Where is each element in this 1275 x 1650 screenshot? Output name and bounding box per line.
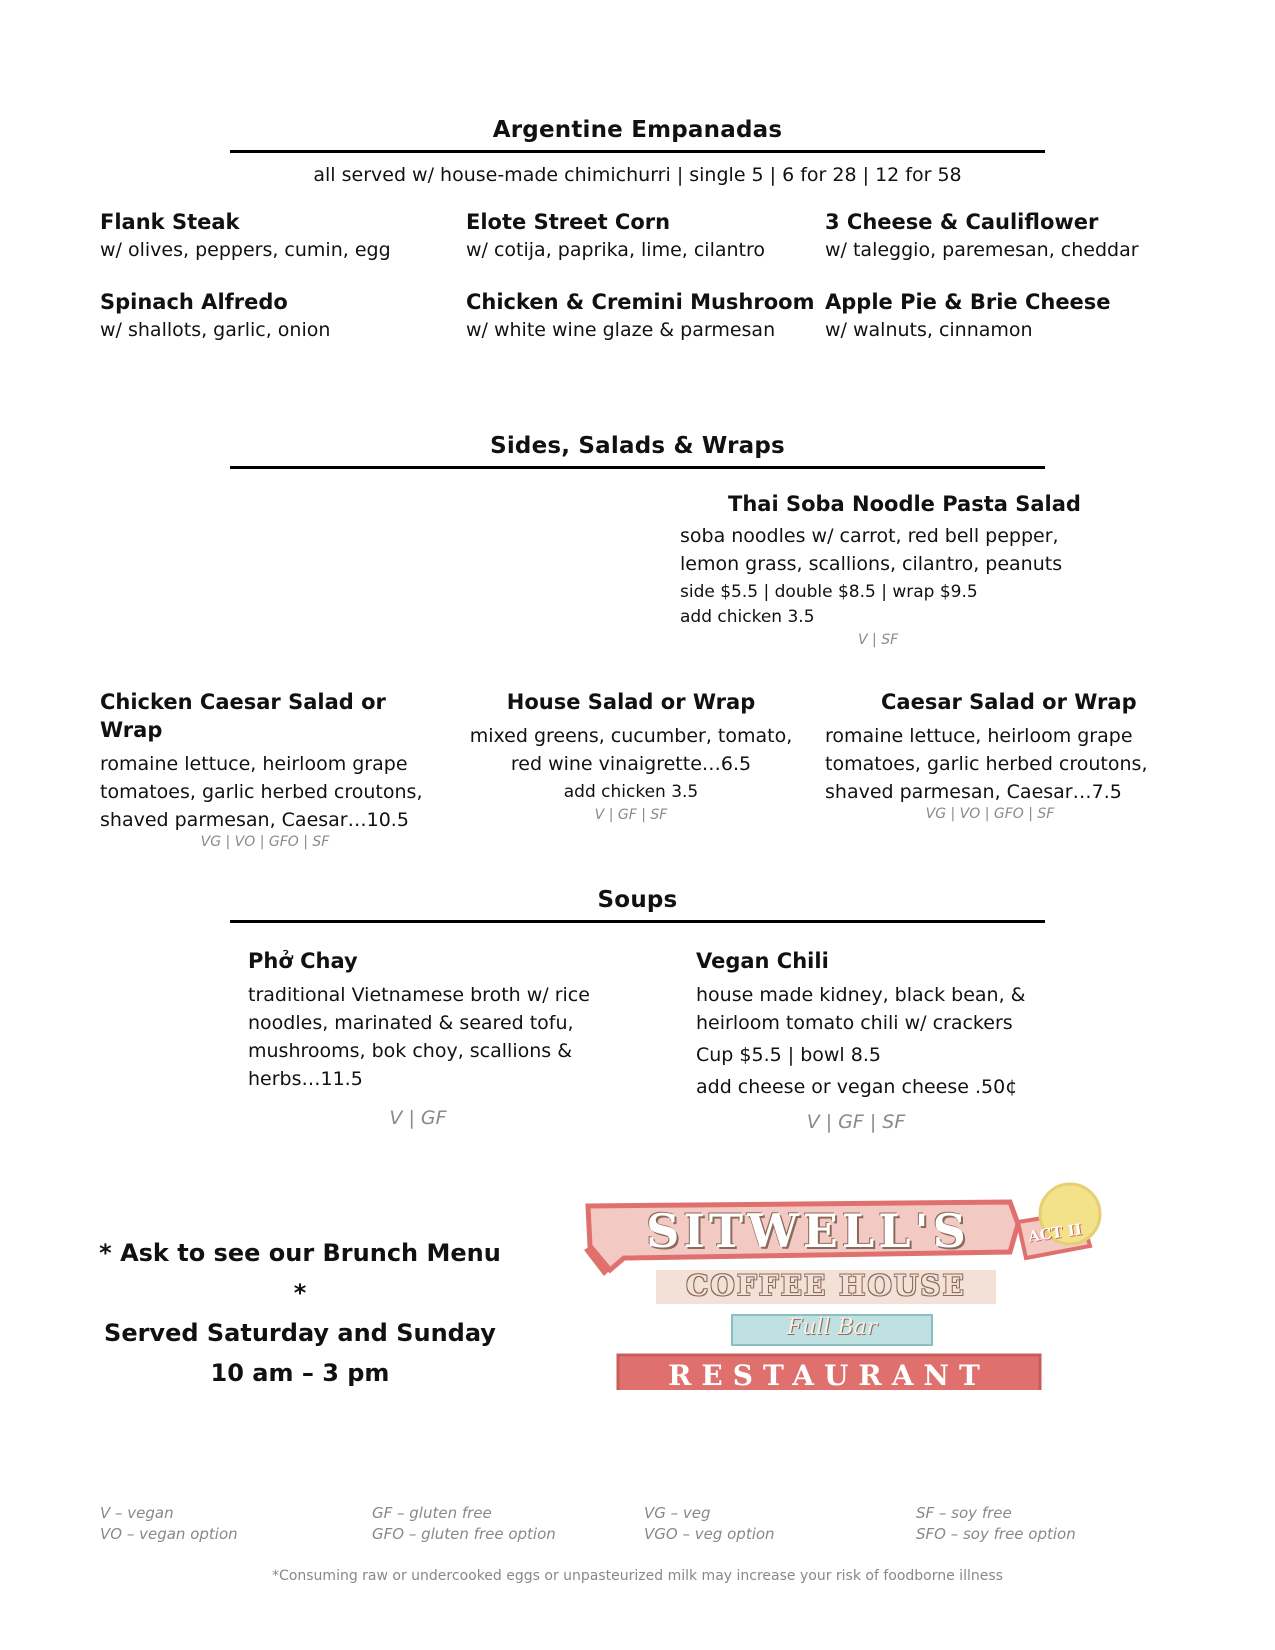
item-addon: add cheese or vegan cheese .50¢ xyxy=(696,1076,1018,1098)
legend-col-vegan xyxy=(100,1503,238,1545)
item-desc-line: shaved parmesan, Caesar…7.5 xyxy=(825,781,1122,803)
item-desc: w/ taleggio, paremesan, cheddar xyxy=(825,239,1139,261)
menu-item-spinach-alfredo xyxy=(100,288,330,344)
menu-item-3-cheese xyxy=(825,208,1139,264)
diet-tags: V | GF | SF xyxy=(594,807,668,823)
legend-entry: SFO – soy free option xyxy=(916,1525,1076,1543)
empanadas-title: Argentine Empanadas xyxy=(492,117,783,143)
legend-col-soy xyxy=(916,1503,1076,1545)
item-desc: w/ white wine glaze & parmesan xyxy=(466,319,776,341)
soups-title: Soups xyxy=(597,887,678,913)
item-price: Cup $5.5 | bowl 8.5 xyxy=(696,1044,881,1066)
item-desc-line: heirloom tomato chili w/ crackers xyxy=(696,1012,1013,1034)
item-name: Flank Steak xyxy=(100,210,240,234)
brunch-line: Served Saturday and Sunday xyxy=(104,1319,496,1347)
item-name: 3 Cheese & Cauliflower xyxy=(825,210,1099,234)
menu-item-house-salad xyxy=(466,688,796,823)
item-addon: add chicken 3.5 xyxy=(563,782,699,802)
legend-col-veg xyxy=(644,1503,775,1545)
item-name: Vegan Chili xyxy=(696,949,829,973)
legend-entry: V – vegan xyxy=(100,1504,174,1522)
menu-item-elote xyxy=(466,208,765,264)
item-desc-line: romaine lettuce, heirloom grape xyxy=(100,753,408,775)
item-name: Chicken & Cremini Mushroom xyxy=(466,290,815,314)
item-desc: w/ olives, peppers, cumin, egg xyxy=(100,239,391,261)
item-desc: w/ cotija, paprika, lime, cilantro xyxy=(466,239,766,261)
brunch-note xyxy=(90,1233,510,1393)
item-desc-line: herbs…11.5 xyxy=(248,1068,363,1090)
item-name: Spinach Alfredo xyxy=(100,290,288,314)
item-name: Caesar Salad or Wrap xyxy=(881,690,1137,714)
logo-full-bar: Full Bar xyxy=(786,1315,878,1340)
logo-restaurant: RESTAURANT xyxy=(668,1359,990,1392)
restaurant-logo xyxy=(570,1180,1115,1390)
item-name: Thai Soba Noodle Pasta Salad xyxy=(728,492,1081,516)
brunch-line: 10 am – 3 pm xyxy=(210,1359,390,1387)
item-desc: w/ walnuts, cinnamon xyxy=(825,319,1033,341)
item-name: Chicken Caesar Salad or Wrap xyxy=(100,690,386,742)
logo-act: ACT II xyxy=(1027,1220,1083,1246)
item-name: Apple Pie & Brie Cheese xyxy=(825,290,1111,314)
item-desc-line: noodles, marinated & seared tofu, xyxy=(248,1012,574,1034)
item-desc-line: mixed greens, cucumber, tomato, xyxy=(469,725,793,747)
legend-col-gluten xyxy=(372,1503,556,1545)
item-desc-line: traditional Vietnamese broth w/ rice xyxy=(248,984,590,1006)
item-price: side $5.5 | double $8.5 | wrap $9.5 xyxy=(680,582,978,602)
legend-entry: SF – soy free xyxy=(916,1504,1012,1522)
menu-item-chicken-caesar xyxy=(100,688,440,850)
menu-item-caesar xyxy=(825,688,1165,822)
item-desc: w/ shallots, garlic, onion xyxy=(100,319,331,341)
legend-entry: GF – gluten free xyxy=(372,1504,492,1522)
item-name: House Salad or Wrap xyxy=(506,690,756,714)
diet-tags: V | GF | SF xyxy=(806,1111,906,1133)
soups-divider xyxy=(230,920,1045,923)
item-desc-line: tomatoes, garlic herbed croutons, xyxy=(825,753,1148,775)
empanadas-subtitle: all served w/ house-made chimichurri | single 5 | 6 for 28 | 12 for 58 xyxy=(313,164,962,186)
brunch-line: * Ask to see our Brunch Menu * xyxy=(99,1239,501,1307)
sides-title: Sides, Salads & Wraps xyxy=(490,433,785,459)
menu-item-thai-soba xyxy=(680,490,1090,648)
item-desc-line: tomatoes, garlic herbed croutons, xyxy=(100,781,423,803)
menu-item-apple-pie xyxy=(825,288,1111,344)
item-desc-line: soba noodles w/ carrot, red bell pepper, xyxy=(680,525,1059,547)
menu-item-flank-steak xyxy=(100,208,391,264)
item-desc-line: shaved parmesan, Caesar…10.5 xyxy=(100,809,409,831)
empanadas-divider xyxy=(230,150,1045,153)
item-desc-line: red wine vinaigrette…6.5 xyxy=(510,753,752,775)
item-desc-line: mushrooms, bok choy, scallions & xyxy=(248,1040,573,1062)
item-name: Phở Chay xyxy=(248,949,358,973)
sides-divider xyxy=(230,466,1045,469)
logo-name: SITWELL'S xyxy=(646,1204,970,1258)
item-name: Elote Street Corn xyxy=(466,210,671,234)
item-desc-line: house made kidney, black bean, & xyxy=(696,984,1026,1006)
legend-entry: VO – vegan option xyxy=(100,1525,238,1543)
disclaimer: *Consuming raw or undercooked eggs or unpasteurized milk may increase your risk of foodborne illness xyxy=(272,1568,1003,1584)
item-addon: add chicken 3.5 xyxy=(680,607,815,627)
menu-item-chicken-cremini xyxy=(466,288,814,344)
diet-tags: V | SF xyxy=(858,632,899,648)
item-desc-line: romaine lettuce, heirloom grape xyxy=(825,725,1133,747)
legend-entry: VGO – veg option xyxy=(644,1525,775,1543)
logo-coffee-house: COFFEE HOUSE xyxy=(686,1269,966,1302)
legend-entry: VG – veg xyxy=(644,1504,711,1522)
menu-item-pho-chay xyxy=(248,947,628,1129)
diet-tags: VG | VO | GFO | SF xyxy=(925,806,1055,822)
diet-tags: V | GF xyxy=(389,1107,447,1129)
menu-item-vegan-chili xyxy=(696,947,1076,1133)
item-desc-line: lemon grass, scallions, cilantro, peanuts xyxy=(680,553,1063,575)
diet-tags: VG | VO | GFO | SF xyxy=(200,834,330,850)
legend-entry: GFO – gluten free option xyxy=(372,1525,556,1543)
